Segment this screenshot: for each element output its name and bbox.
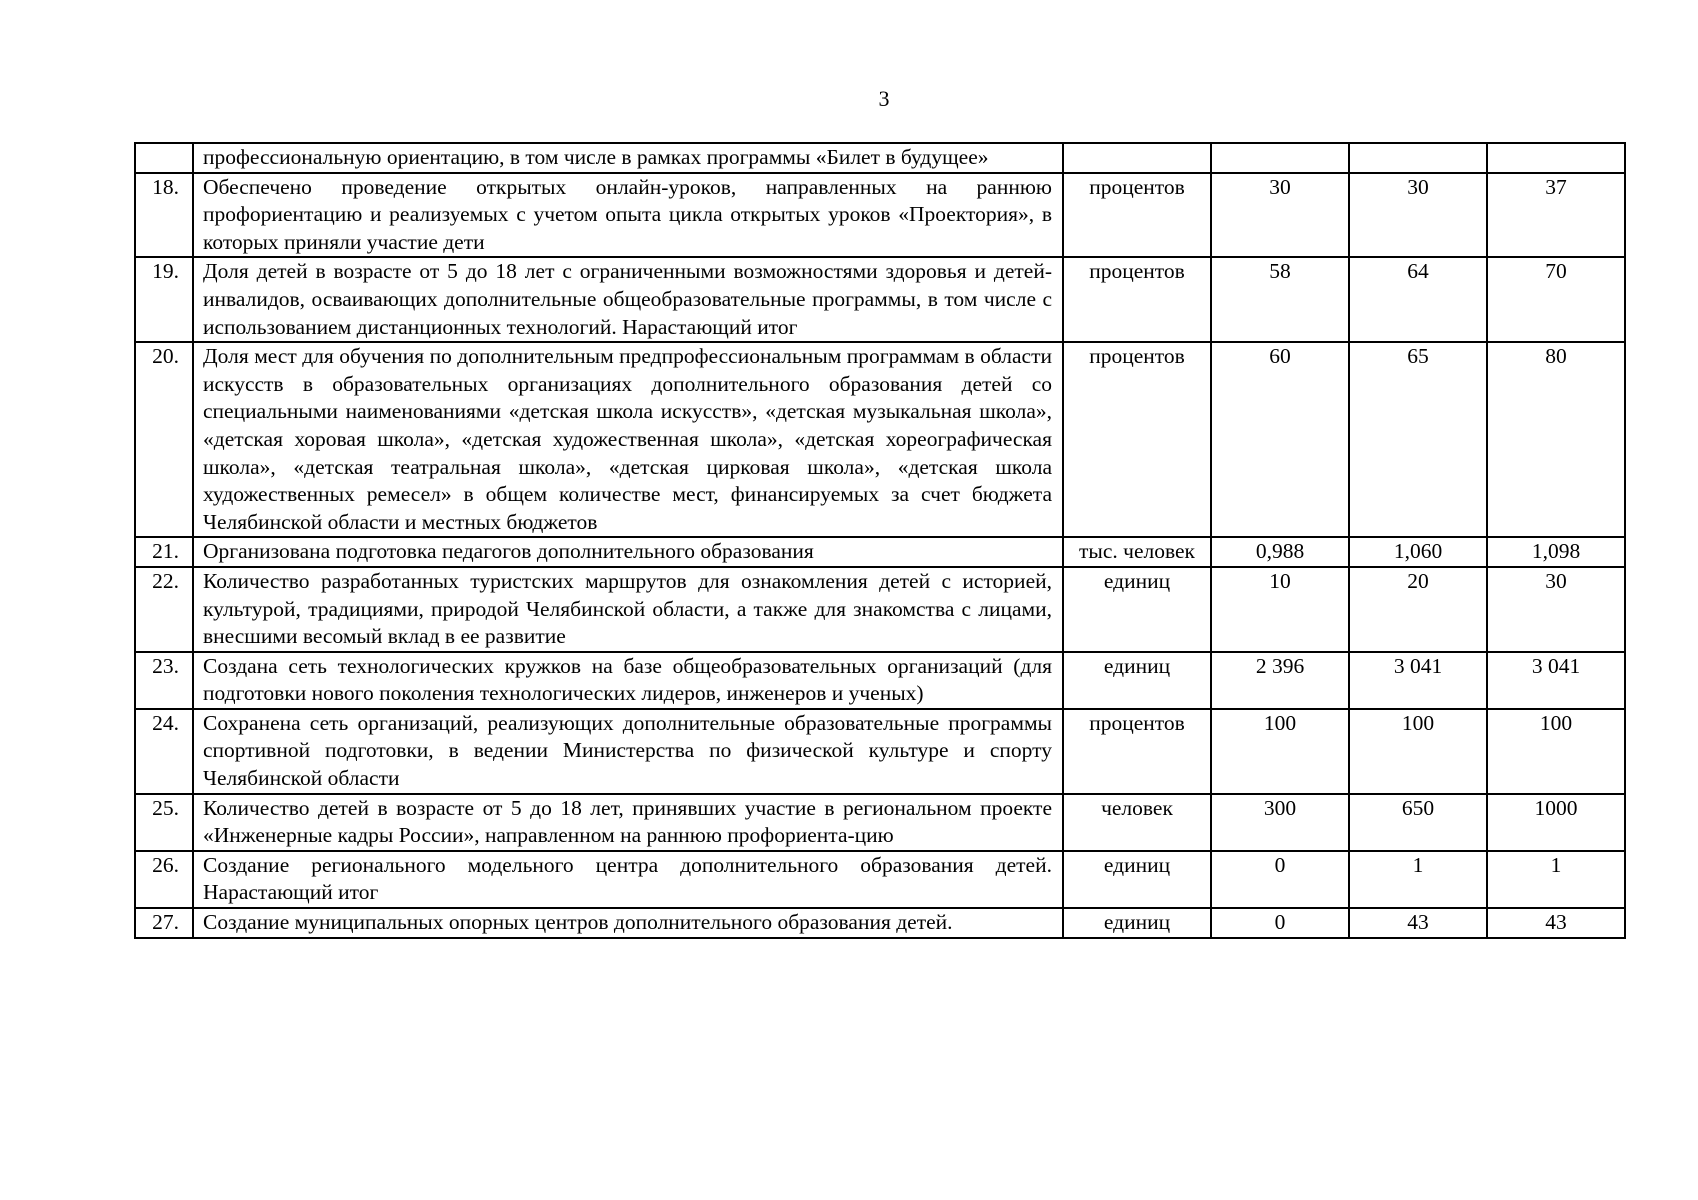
value-2: 30 <box>1349 173 1487 258</box>
value-1: 300 <box>1211 794 1349 851</box>
table-row <box>135 257 1625 342</box>
indicators-table <box>134 142 1626 939</box>
unit-of-measure: процентов <box>1063 257 1211 342</box>
value-2: 1 <box>1349 851 1487 908</box>
value-1: 0 <box>1211 851 1349 908</box>
value-1: 0,988 <box>1211 537 1349 567</box>
row-number: 25. <box>135 794 193 851</box>
indicator-description: Количество детей в возрасте от 5 до 18 лет, принявших участие в региональном проекте «Инженерные кадры России», направленном на раннюю профориента-цию <box>193 794 1063 851</box>
value-1 <box>1211 143 1349 173</box>
indicator-description: Обеспечено проведение открытых онлайн-уроков, направленных на раннюю профориентацию и реализуемых с учетом опыта цикла открытых уроков «Проектория», в которых приняли участие дети <box>193 173 1063 258</box>
page-number: 3 <box>878 86 890 111</box>
value-3: 100 <box>1487 709 1625 794</box>
row-number: 26. <box>135 851 193 908</box>
row-number <box>135 143 193 173</box>
value-3: 43 <box>1487 908 1625 938</box>
value-2: 3 041 <box>1349 652 1487 709</box>
value-3: 1,098 <box>1487 537 1625 567</box>
row-number: 19. <box>135 257 193 342</box>
value-2: 650 <box>1349 794 1487 851</box>
value-3: 30 <box>1487 567 1625 652</box>
indicator-description: Доля мест для обучения по дополнительным предпрофессиональным программам в области искусств в образовательных организациях дополнительного образования детей со специальными наименованиями «детская школа искусств», «детская музыкальная школа», «детская хоровая школа», «детская художественная школа», «детская хореографическая школа», «детская театральная школа», «детская цирковая школа», «детская школа художественных ремесел» в общем количестве мест, финансируемых за счет бюджета Челябинской области и местных бюджетов <box>193 342 1063 537</box>
table-row <box>135 709 1625 794</box>
unit-of-measure: процентов <box>1063 709 1211 794</box>
unit-of-measure: единиц <box>1063 567 1211 652</box>
table-row <box>135 143 1625 173</box>
value-1: 30 <box>1211 173 1349 258</box>
table-row <box>135 652 1625 709</box>
unit-of-measure: единиц <box>1063 851 1211 908</box>
indicator-description: Доля детей в возрасте от 5 до 18 лет с ограниченными возможностями здоровья и детей-инвалидов, осваивающих дополнительные общеобразовательные программы, в том числе с использованием дистанционных технологий. Нарастающий итог <box>193 257 1063 342</box>
value-3: 70 <box>1487 257 1625 342</box>
table-row <box>135 342 1625 537</box>
value-1: 60 <box>1211 342 1349 537</box>
unit-of-measure <box>1063 143 1211 173</box>
unit-of-measure: единиц <box>1063 908 1211 938</box>
row-number: 22. <box>135 567 193 652</box>
value-3: 1 <box>1487 851 1625 908</box>
row-number: 18. <box>135 173 193 258</box>
row-number: 24. <box>135 709 193 794</box>
indicator-description: Создание муниципальных опорных центров дополнительного образования детей. <box>193 908 1063 938</box>
value-2: 64 <box>1349 257 1487 342</box>
indicator-description: Количество разработанных туристских маршрутов для ознакомления детей с историей, культурой, традициями, природой Челябинской области, а также для знакомства с лицами, внесшими весомый вклад в ее развитие <box>193 567 1063 652</box>
value-1: 100 <box>1211 709 1349 794</box>
table-row <box>135 173 1625 258</box>
unit-of-measure: процентов <box>1063 173 1211 258</box>
indicator-description: Создание регионального модельного центра дополнительного образования детей. Нарастающий итог <box>193 851 1063 908</box>
indicator-description: Организована подготовка педагогов дополнительного образования <box>193 537 1063 567</box>
indicator-description: профессиональную ориентацию, в том числе в рамках программы «Билет в будущее» <box>193 143 1063 173</box>
value-2: 43 <box>1349 908 1487 938</box>
row-number: 27. <box>135 908 193 938</box>
unit-of-measure: тыс. человек <box>1063 537 1211 567</box>
value-1: 0 <box>1211 908 1349 938</box>
value-2: 20 <box>1349 567 1487 652</box>
value-1: 58 <box>1211 257 1349 342</box>
indicator-description: Создана сеть технологических кружков на базе общеобразовательных организаций (для подготовки нового поколения технологических лидеров, инженеров и ученых) <box>193 652 1063 709</box>
value-3 <box>1487 143 1625 173</box>
table-row <box>135 851 1625 908</box>
row-number: 20. <box>135 342 193 537</box>
unit-of-measure: единиц <box>1063 652 1211 709</box>
table-row <box>135 537 1625 567</box>
value-3: 37 <box>1487 173 1625 258</box>
value-2 <box>1349 143 1487 173</box>
value-2: 1,060 <box>1349 537 1487 567</box>
value-3: 80 <box>1487 342 1625 537</box>
value-2: 100 <box>1349 709 1487 794</box>
table-row <box>135 794 1625 851</box>
value-3: 1000 <box>1487 794 1625 851</box>
unit-of-measure: процентов <box>1063 342 1211 537</box>
value-2: 65 <box>1349 342 1487 537</box>
value-1: 2 396 <box>1211 652 1349 709</box>
row-number: 23. <box>135 652 193 709</box>
row-number: 21. <box>135 537 193 567</box>
table-row <box>135 567 1625 652</box>
value-3: 3 041 <box>1487 652 1625 709</box>
unit-of-measure: человек <box>1063 794 1211 851</box>
indicator-description: Сохранена сеть организаций, реализующих дополнительные образовательные программы спортивной подготовки, в ведении Министерства по физической культуре и спорту Челябинской области <box>193 709 1063 794</box>
value-1: 10 <box>1211 567 1349 652</box>
table-row <box>135 908 1625 938</box>
